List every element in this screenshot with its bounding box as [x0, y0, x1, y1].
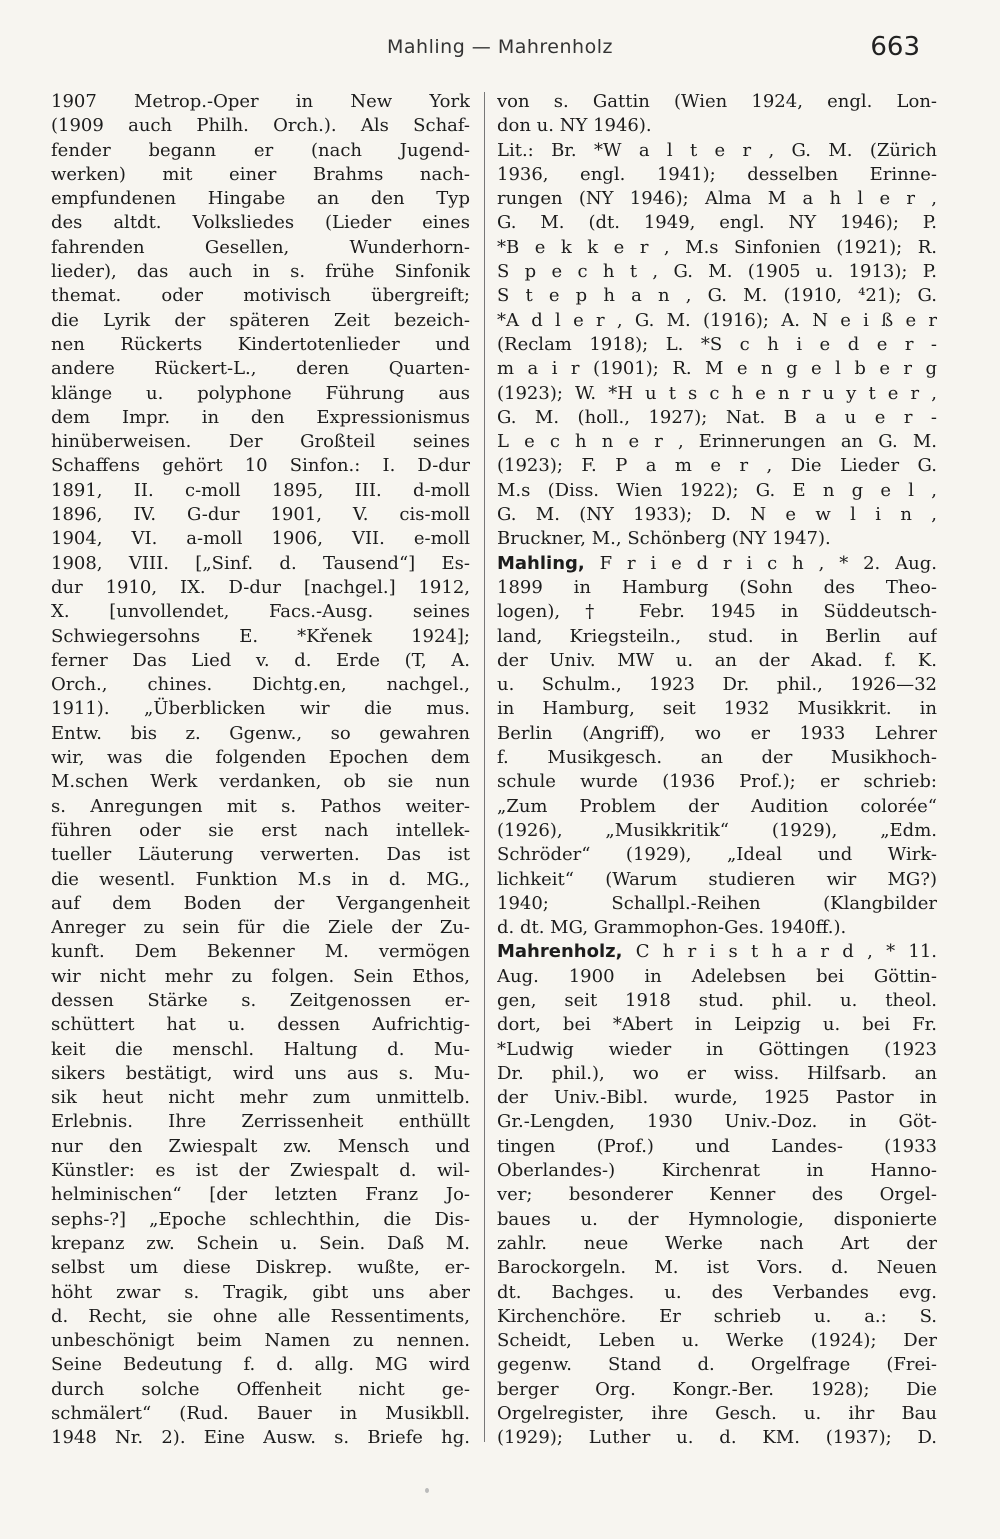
text-line: Scheidt, Leben u. Werke (1924); Der	[497, 1330, 937, 1352]
text-line: L e c h n e r , Erinnerungen an G. M.	[497, 431, 937, 453]
running-head: Mahling — Mahrenholz	[387, 36, 613, 58]
text-line: s. Anregungen mit s. Pathos weiter-	[51, 795, 470, 817]
text-line: höht zwar s. Tragik, gibt uns aber	[51, 1281, 470, 1303]
text-line: lichkeit“ (Warum studieren wir MG?)	[497, 868, 937, 890]
text-line: d. dt. MG, Grammophon-Ges. 1940ff.).	[497, 917, 847, 939]
text-line: 1891, II. c-moll 1895, III. d-moll	[51, 479, 470, 501]
text-line: S p e c h t , G. M. (1905 u. 1913); P.	[497, 261, 937, 283]
text-line: Aug. 1900 in Adelebsen bei Göttin-	[497, 965, 937, 987]
text-line: von s. Gattin (Wien 1924, engl. Lon-	[497, 91, 937, 112]
text-line: baues u. der Hymnologie, disponierte	[497, 1208, 937, 1230]
entry-headword: Mahling,	[497, 552, 585, 574]
page-number: 663	[870, 32, 920, 62]
text-line: *Ludwig wieder in Göttingen (1923	[497, 1038, 937, 1060]
text-line: land, Kriegsteiln., stud. in Berlin auf	[497, 625, 937, 647]
text-line: andere Rückert-L., deren Quarten-	[51, 358, 470, 380]
text-line: gen, seit 1918 stud. phil. u. theol.	[497, 989, 937, 1011]
text-line: Künstler: es ist der Zwiespalt d. wil-	[51, 1160, 470, 1182]
text-line: schüttert hat u. dessen Aufrichtig-	[51, 1014, 470, 1036]
text-line: Schaffens gehört 10 Sinfon.: I. D-dur	[51, 455, 470, 477]
text-line: 1908, VIII. [„Sinf. d. Tausend“] Es-	[51, 552, 470, 574]
text-line: die wesentl. Funktion M.s in d. MG.,	[51, 868, 470, 890]
text-line: wir nicht mehr zu folgen. Sein Ethos,	[51, 965, 470, 987]
text-line: Anreger zu sein für die Ziele der Zu-	[51, 917, 470, 939]
text-line: empfundenen Hingabe an den Typ	[51, 188, 470, 210]
text-line: lieder), das auch in s. frühe Sinfonik	[51, 261, 470, 283]
text-line: zahlr. neue Werke nach Art der	[497, 1232, 937, 1254]
text-line: des altdt. Volksliedes (Lieder eines	[51, 212, 470, 234]
text-line: ferner Das Lied v. d. Erde (T, A.	[51, 649, 470, 671]
text-line: (1926), „Musikkritik“ (1929), „Edm.	[497, 819, 937, 841]
text-line: Entw. bis z. Ggenw., so gewahren	[51, 722, 470, 744]
text-line: sik heut nicht mehr zum unmittelb.	[51, 1087, 470, 1109]
page-header	[0, 30, 1000, 70]
text-line: wir, was die folgenden Epochen dem	[51, 747, 470, 769]
text-line: in Hamburg, seit 1932 Musikkrit. in	[497, 698, 937, 720]
text-line: dt. Bachges. u. des Verbandes evg.	[497, 1281, 937, 1303]
text-line: dem Impr. in den Expressionismus	[51, 406, 470, 428]
text-line: dort, bei *Abert in Leipzig u. bei Fr.	[497, 1014, 937, 1036]
text-line: helminischen“ [der letzten Franz Jo-	[51, 1184, 470, 1206]
text-line: nen Rückerts Kindertotenlieder und	[51, 333, 470, 355]
text-line: (Reclam 1918); L. *S c h i e d e r -	[497, 333, 937, 355]
text-line: Mahling, F r i e d r i c h , * 2. Aug.	[497, 552, 937, 574]
text-line: M.schen Werk verdanken, ob sie nun	[51, 771, 470, 793]
text-line: (1929); Luther u. d. KM. (1937); D.	[497, 1427, 937, 1449]
text-line: klänge u. polyphone Führung aus	[51, 382, 470, 404]
text-line: ver; besonderer Kenner des Orgel-	[497, 1184, 937, 1206]
text-line: 1907 Metrop.-Oper in New York	[51, 91, 470, 112]
text-line: M.s (Diss. Wien 1922); G. E n g e l ,	[497, 479, 937, 501]
text-line: sikers bestätigt, wird uns aus s. Mu-	[51, 1062, 470, 1084]
text-line: fender begann er (nach Jugend-	[51, 139, 470, 161]
text-line: 1899 in Hamburg (Sohn des Theo-	[497, 576, 937, 598]
text-line: Barockorgeln. M. ist Vors. d. Neuen	[497, 1257, 937, 1279]
text-line: Lit.: Br. *W a l t e r , G. M. (Zürich	[497, 139, 937, 161]
text-line: Orgelregister, ihre Gesch. u. ihr Bau	[497, 1403, 937, 1425]
text-line: schule wurde (1936 Prof.); er schrieb:	[497, 771, 937, 793]
text-line: 1896, IV. G-dur 1901, V. cis-moll	[51, 504, 470, 526]
text-line: logen), † Febr. 1945 in Süddeutsch-	[497, 601, 937, 623]
text-line: nur den Zwiespalt zw. Mensch und	[51, 1135, 470, 1157]
text-line: u. Schulm., 1923 Dr. phil., 1926—32	[497, 674, 937, 696]
text-line: themat. oder motivisch übergreift;	[51, 285, 470, 307]
text-line: Kirchenchöre. Er schrieb u. a.: S.	[497, 1305, 937, 1327]
text-line: G. M. (dt. 1949, engl. NY 1946); P.	[497, 212, 937, 234]
text-line: Schröder“ (1929), „Ideal und Wirk-	[497, 844, 937, 866]
text-line: dessen Stärke s. Zeitgenossen er-	[51, 989, 470, 1011]
text-line: (1923); W. *H u t s c h e n r u y t e r ,	[497, 382, 937, 404]
text-line: keit die menschl. Haltung d. Mu-	[51, 1038, 470, 1060]
text-line: 1948 Nr. 2). Eine Ausw. s. Briefe hg.	[51, 1427, 470, 1449]
entry-headword: Mahrenholz,	[497, 941, 623, 963]
text-line: gegenw. Stand d. Orgelfrage (Frei-	[497, 1354, 937, 1376]
text-line: rungen (NY 1946); Alma M a h l e r ,	[497, 188, 937, 210]
text-line: hinüberweisen. Der Großteil seines	[51, 431, 470, 453]
text-line: *A d l e r , G. M. (1916); A. N e i ß e r	[497, 309, 937, 331]
text-line: don u. NY 1946).	[497, 115, 652, 137]
text-line: Berlin (Angriff), wo er 1933 Lehrer	[497, 722, 937, 744]
text-line: durch solche Offenheit nicht ge-	[51, 1378, 470, 1400]
text-line: schmälert“ (Rud. Bauer in Musikbll.	[51, 1403, 470, 1425]
text-line: werken) mit einer Brahms nach-	[51, 163, 470, 185]
text-line: der Univ. MW u. an der Akad. f. K.	[497, 649, 937, 671]
text-line: selbst um diese Diskrep. wußte, er-	[51, 1257, 470, 1279]
text-line: Bruckner, M., Schönberg (NY 1947).	[497, 528, 831, 550]
right-column	[497, 90, 937, 1451]
text-line: fahrenden Gesellen, Wunderhorn-	[51, 236, 470, 258]
text-line: (1923); F. P a m e r , Die Lieder G.	[497, 455, 937, 477]
text-line: 1904, VI. a-moll 1906, VII. e-moll	[51, 528, 470, 550]
text-line: krepanz zw. Schein u. Sein. Daß M.	[51, 1232, 470, 1254]
text-line: sephs-?] „Epoche schlechthin, die Dis-	[51, 1208, 470, 1230]
text-line: Mahrenholz, C h r i s t h a r d , * 11.	[497, 941, 937, 963]
text-line: tueller Läuterung verwerten. Das ist	[51, 844, 470, 866]
text-line: *B e k k e r , M.s Sinfonien (1921); R.	[497, 236, 937, 258]
text-line: führen oder sie erst nach intellek-	[51, 819, 470, 841]
text-line: S t e p h a n , G. M. (1910, ⁴21); G.	[497, 285, 937, 307]
text-line: Dr. phil.), wo er wiss. Hilfsarb. an	[497, 1062, 937, 1084]
paper-spot	[425, 1488, 429, 1493]
text-line: der Univ.-Bibl. wurde, 1925 Pastor in	[497, 1087, 937, 1109]
text-line: 1940; Schallpl.-Reihen (Klangbilder	[497, 892, 937, 914]
text-line: Gr.-Lengden, 1930 Univ.-Doz. in Göt-	[497, 1111, 937, 1133]
column-divider	[484, 92, 485, 1442]
text-line: Orch., chines. Dichtg.en, nachgel.,	[51, 674, 470, 696]
text-line: Seine Bedeutung f. d. allg. MG wird	[51, 1354, 470, 1376]
text-line: 1936, engl. 1941); desselben Erinne-	[497, 163, 937, 185]
text-line: (1909 auch Philh. Orch.). Als Schaf-	[51, 115, 470, 137]
text-line: unbeschönigt beim Namen zu nennen.	[51, 1330, 470, 1352]
text-line: f. Musikgesch. an der Musikhoch-	[497, 747, 937, 769]
text-line: dur 1910, IX. D-dur [nachgel.] 1912,	[51, 576, 470, 598]
text-line: d. Recht, sie ohne alle Ressentiments,	[51, 1305, 470, 1327]
text-line: Schwiegersohns E. *Křenek 1924];	[51, 625, 470, 647]
text-line: tingen (Prof.) und Landes- (1933	[497, 1135, 937, 1157]
text-line: die Lyrik der späteren Zeit bezeich-	[51, 309, 470, 331]
text-line: kunft. Dem Bekenner M. vermögen	[51, 941, 470, 963]
text-line: m a i r (1901); R. M e n g e l b e r g	[497, 358, 937, 380]
text-line: Oberlandes-) Kirchenrat in Hanno-	[497, 1160, 937, 1182]
text-line: berger Org. Kongr.-Ber. 1928); Die	[497, 1378, 937, 1400]
text-line: 1911). „Überblicken wir die mus.	[51, 698, 470, 720]
text-line: „Zum Problem der Audition colorée“	[497, 795, 937, 817]
text-line: Erlebnis. Ihre Zerrissenheit enthüllt	[51, 1111, 470, 1133]
text-line: auf dem Boden der Vergangenheit	[51, 892, 470, 914]
text-line: X. [unvollendet, Facs.-Ausg. seines	[51, 601, 470, 623]
left-column	[51, 90, 470, 1451]
text-line: G. M. (NY 1933); D. N e w l i n ,	[497, 504, 937, 526]
text-line: G. M. (holl., 1927); Nat. B a u e r -	[497, 406, 937, 428]
